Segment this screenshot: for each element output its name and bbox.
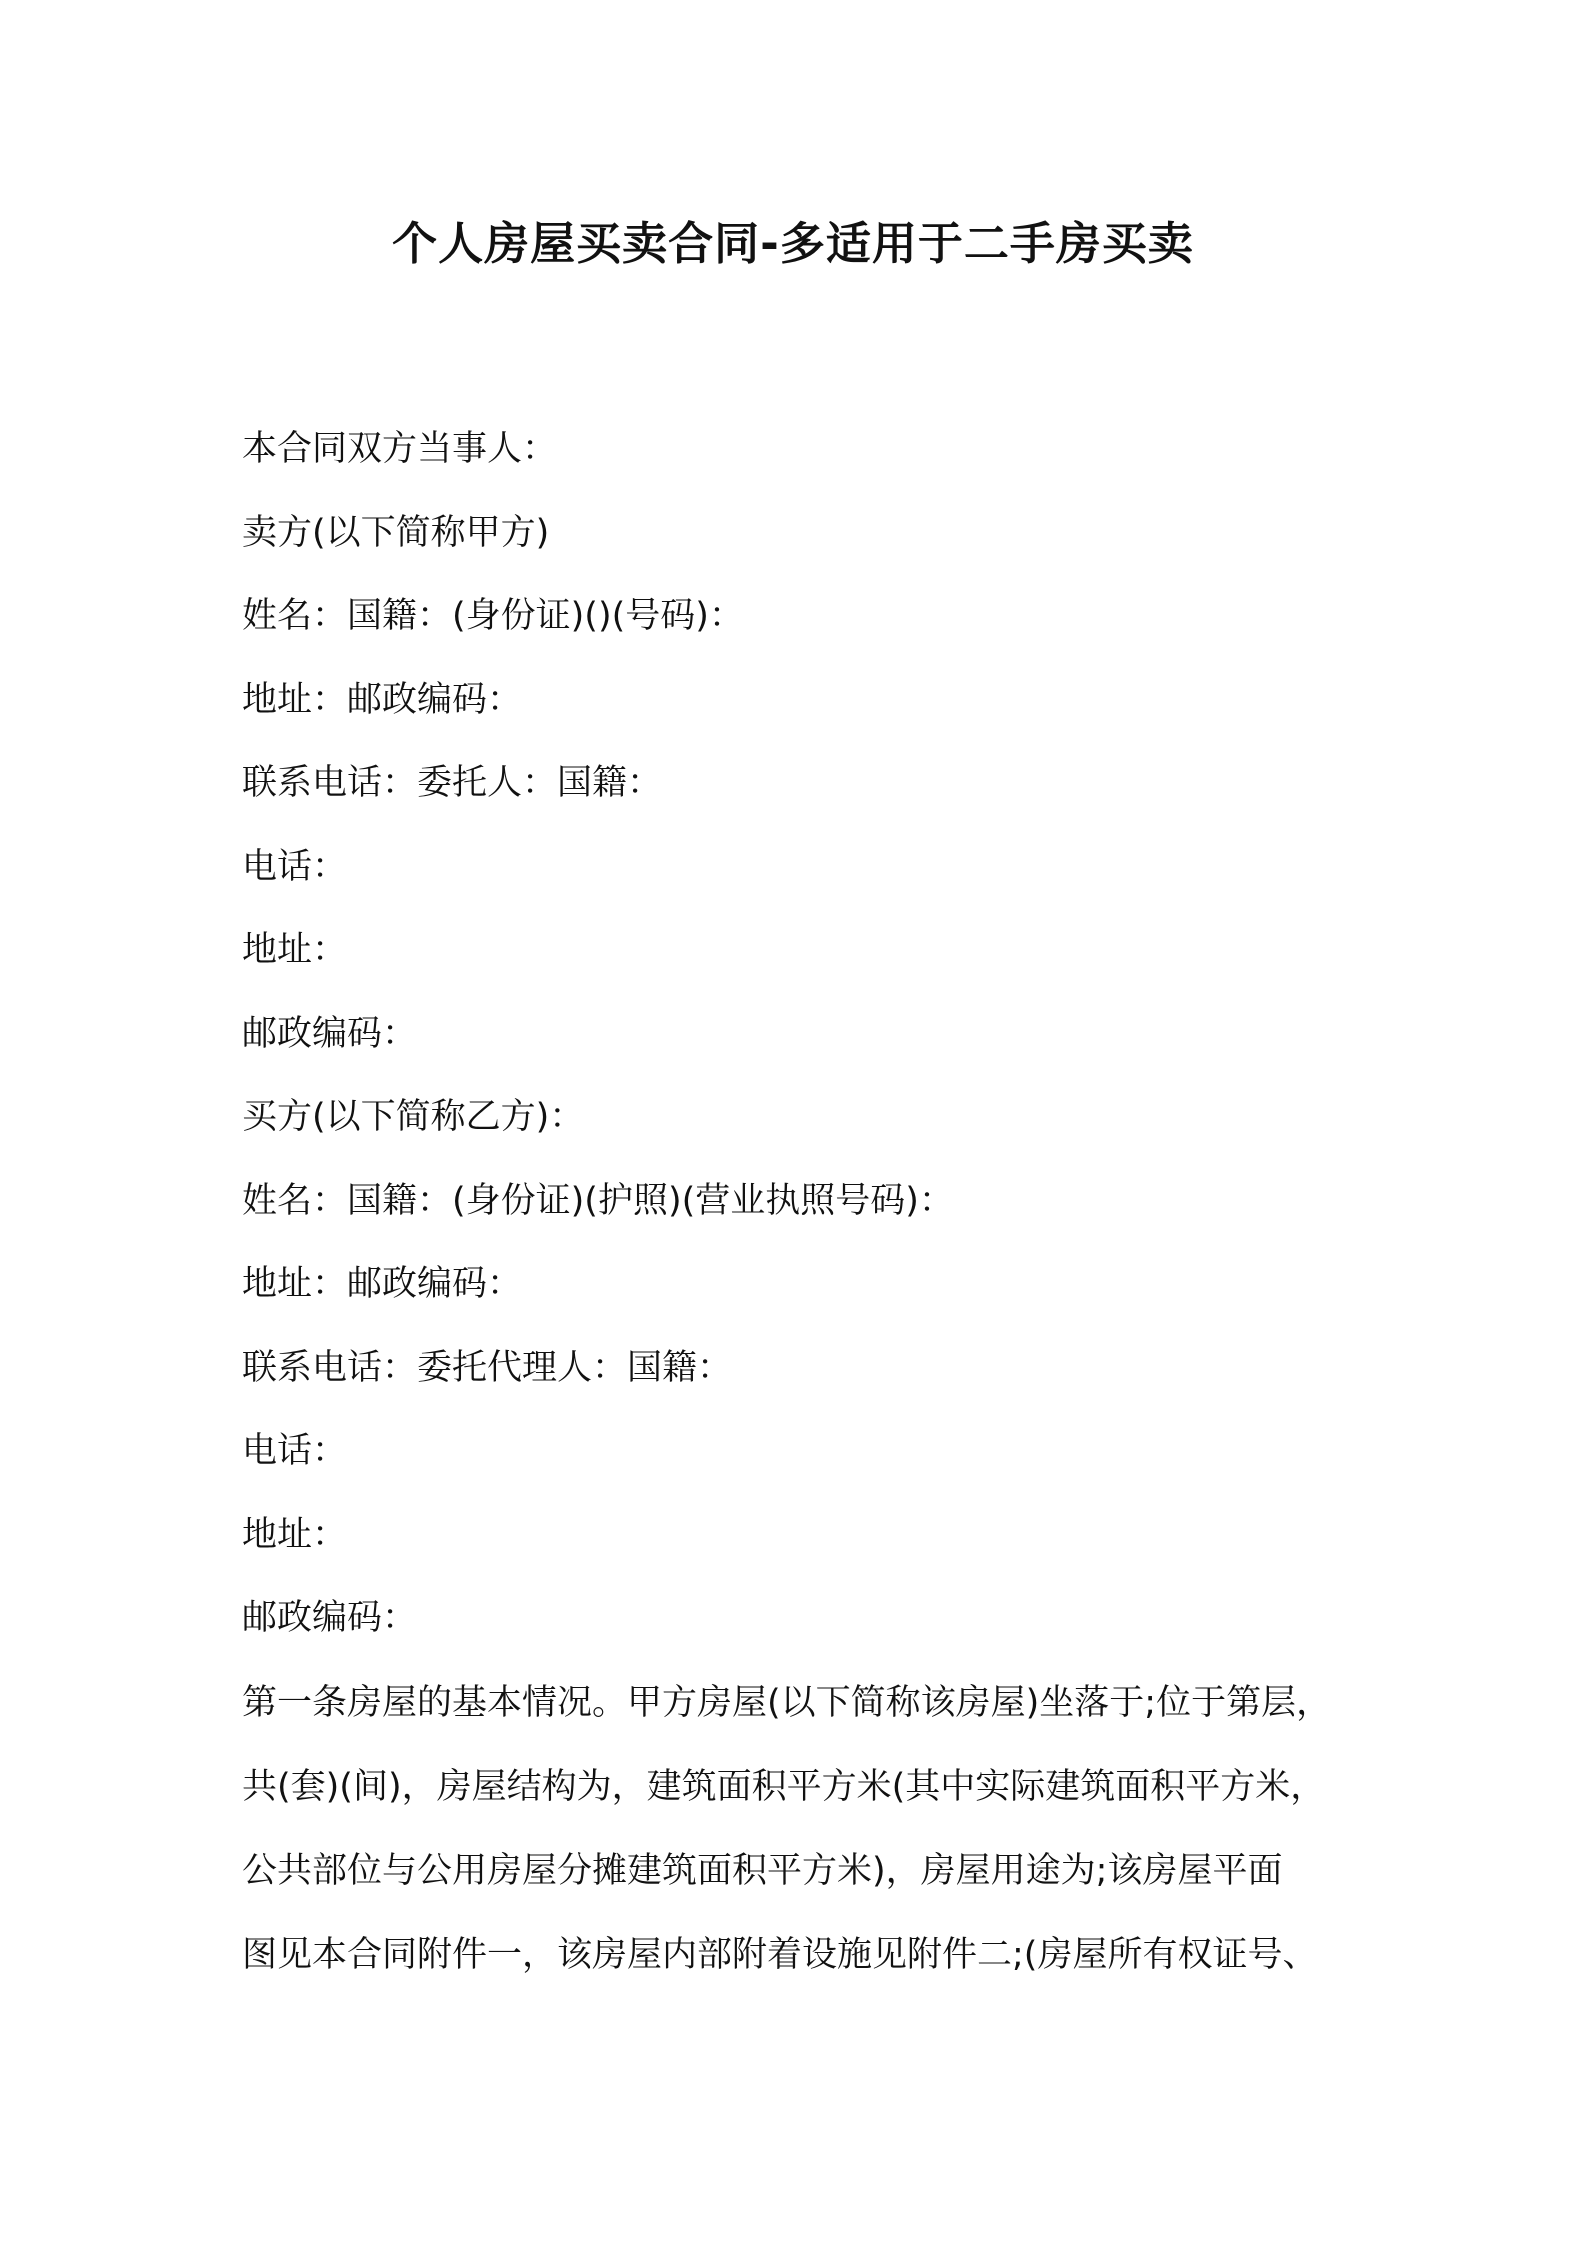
seller-address-line: 地址：邮政编码： bbox=[242, 679, 523, 720]
article-one-line: 共(套)(间)，房屋结构为，建筑面积平方米(其中实际建筑面积平方米， bbox=[242, 1766, 1326, 1807]
buyer-address-line: 地址：邮政编码： bbox=[242, 1264, 523, 1304]
buyer-contact-line: 联系电话：委托代理人：国籍： bbox=[242, 1347, 733, 1388]
parties-heading: 本合同双方当事人： bbox=[242, 429, 558, 469]
article-one-line: 图见本合同附件一，该房屋内部附着设施见附件二;(房屋所有权证号、 bbox=[242, 1934, 1318, 1975]
buyer-agent-phone: 电话： bbox=[242, 1431, 348, 1471]
buyer-agent-address: 地址： bbox=[242, 1514, 348, 1555]
buyer-name-line: 姓名：国籍：(身份证)(护照)(营业执照号码)： bbox=[242, 1180, 954, 1221]
document-body bbox=[242, 408, 1382, 1997]
document-title: 个人房屋买卖合同-多适用于二手房买卖 bbox=[392, 217, 1194, 270]
article-one-line: 公共部位与公用房屋分摊建筑面积平方米)，房屋用途为;该房屋平面 bbox=[242, 1850, 1283, 1891]
seller-agent-address: 地址： bbox=[242, 930, 348, 970]
buyer-heading: 买方(以下简称乙方)： bbox=[242, 1097, 585, 1137]
article-one-line: 第一条房屋的基本情况。甲方房屋(以下简称该房屋)坐落于;位于第层， bbox=[242, 1682, 1332, 1723]
article-one-paragraph bbox=[242, 1661, 1382, 1997]
buyer-agent-postcode: 邮政编码： bbox=[242, 1598, 418, 1638]
seller-agent-postcode: 邮政编码： bbox=[242, 1013, 418, 1054]
seller-agent-phone: 电话： bbox=[242, 846, 348, 887]
seller-name-line: 姓名：国籍：(身份证)()(号码)： bbox=[242, 596, 744, 636]
seller-heading: 卖方(以下简称甲方) bbox=[242, 512, 550, 553]
seller-contact-line: 联系电话：委托人：国籍： bbox=[242, 763, 663, 803]
